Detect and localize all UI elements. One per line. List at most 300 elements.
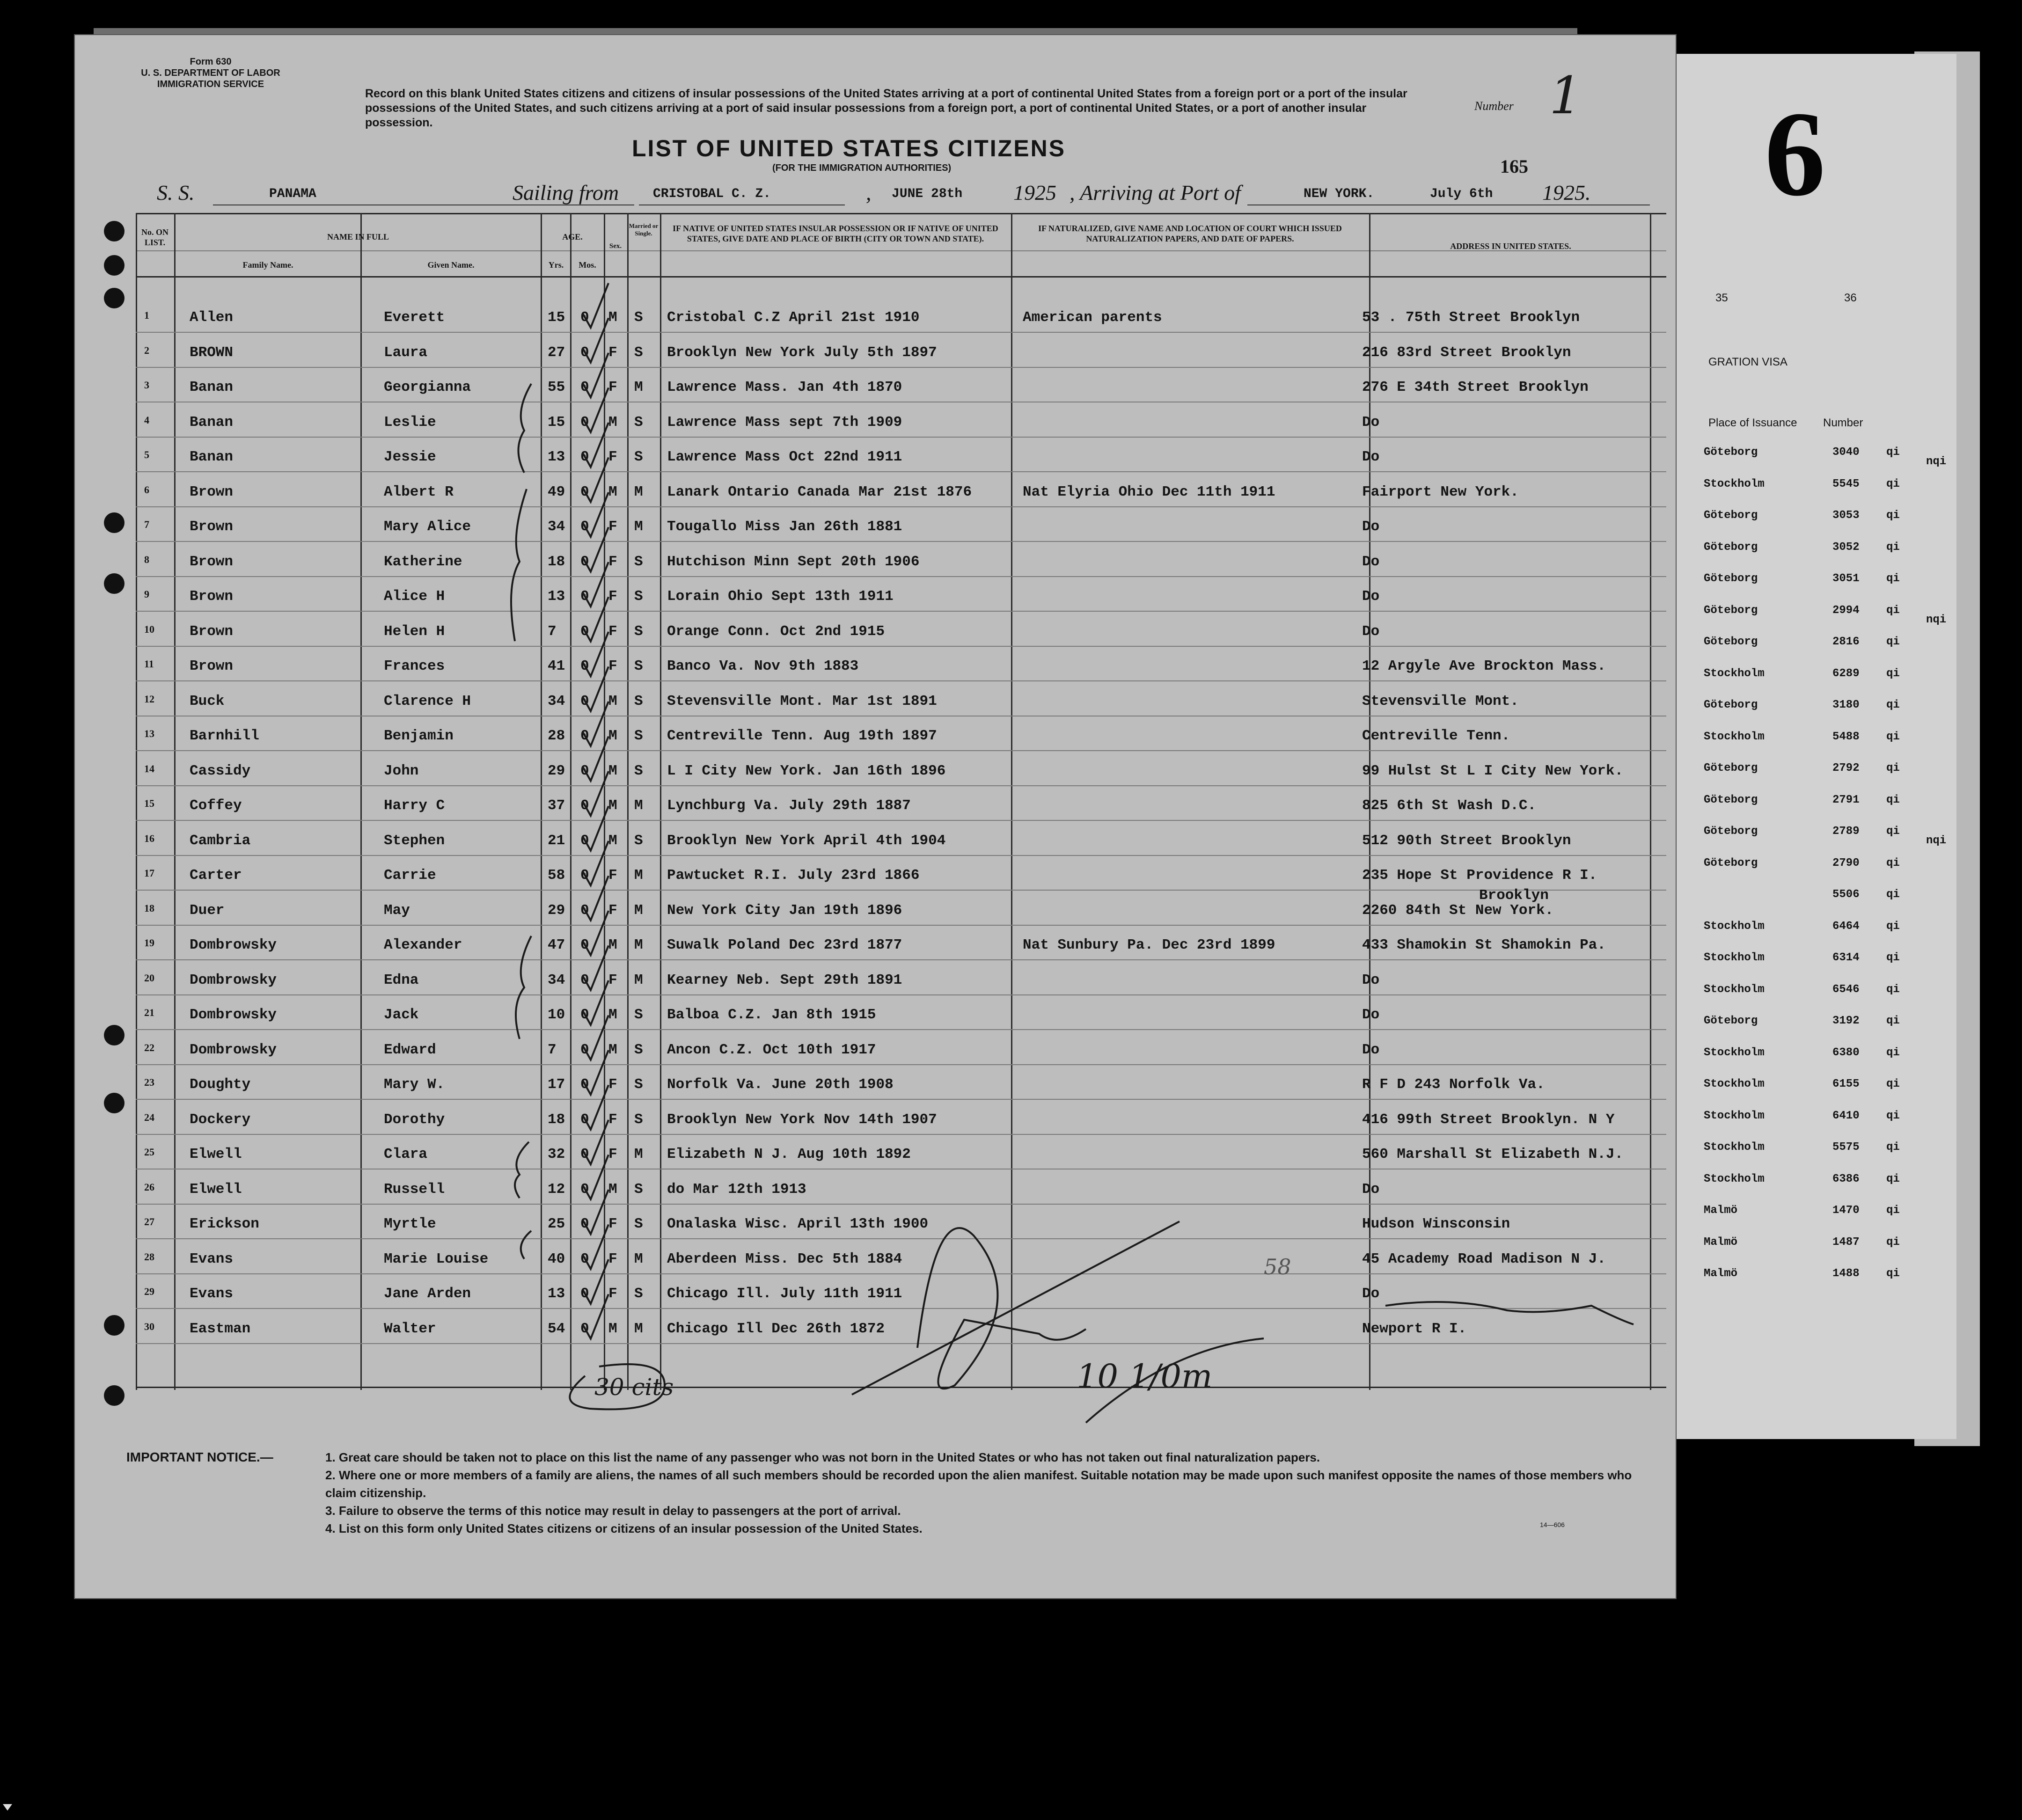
address: Do xyxy=(1362,1286,1380,1302)
col-35-label: 35 xyxy=(1715,292,1728,304)
family-name: Barnhill xyxy=(190,728,259,744)
age-months: 0 xyxy=(580,1320,589,1337)
given-name: Russell xyxy=(384,1181,445,1198)
age-years: 7 xyxy=(548,623,557,640)
visa-place: Göteborg xyxy=(1704,636,1758,648)
year-to: 1925. xyxy=(1542,181,1591,205)
family-name: Banan xyxy=(190,449,234,465)
age-months: 0 xyxy=(580,902,589,919)
birth-info: Suwalk Poland Dec 23rd 1877 xyxy=(667,937,902,953)
notice-items xyxy=(325,1448,1645,1537)
family-brackets xyxy=(511,384,531,1259)
count-annotation: 58 xyxy=(1264,1254,1291,1279)
age-months: 0 xyxy=(580,483,589,500)
visa-number: 3053 xyxy=(1832,509,1860,522)
visa-mark: qi xyxy=(1886,699,1900,711)
family-name: Brown xyxy=(190,519,234,535)
row-number: 1 xyxy=(144,309,149,321)
age-months: 0 xyxy=(580,1250,589,1267)
family-name: Brown xyxy=(190,483,234,500)
page-title: LIST OF UNITED STATES CITIZENS xyxy=(632,135,1066,161)
age-years: 15 xyxy=(548,309,565,326)
age-years: 41 xyxy=(548,658,565,674)
age-months: 0 xyxy=(580,1007,589,1023)
ship-name: PANAMA xyxy=(269,187,316,201)
marital-status: S xyxy=(634,1041,643,1058)
age-years: 17 xyxy=(548,1076,565,1093)
sex: M xyxy=(608,832,617,849)
family-name: Cambria xyxy=(190,832,251,849)
marital-status: M xyxy=(634,902,643,919)
age-months: 0 xyxy=(580,519,589,535)
birth-info: Tougallo Miss Jan 26th 1881 xyxy=(667,519,902,535)
age-months: 0 xyxy=(580,1216,589,1232)
age-months: 0 xyxy=(580,344,589,361)
age-years: 7 xyxy=(548,1041,557,1058)
given-name: Benjamin xyxy=(384,728,454,744)
sex: F xyxy=(608,449,617,465)
given-name: Georgianna xyxy=(384,379,471,395)
birth-info: Lawrence Mass. Jan 4th 1870 xyxy=(667,379,902,395)
check-mark xyxy=(583,318,608,363)
visa-mark: qi xyxy=(1886,1015,1900,1027)
row-number: 7 xyxy=(144,519,149,530)
age-years: 54 xyxy=(548,1320,565,1337)
age-months: 0 xyxy=(580,623,589,640)
age-years: 40 xyxy=(548,1250,565,1267)
given-name: Albert R xyxy=(384,483,454,500)
visa-mark: qi xyxy=(1886,1204,1900,1217)
date-from: JUNE 28th xyxy=(892,187,963,201)
age-months: 0 xyxy=(580,972,589,988)
address: Do xyxy=(1362,1181,1380,1198)
visa-number: 6155 xyxy=(1832,1078,1860,1090)
given-name: Everett xyxy=(384,309,445,326)
marital-status: M xyxy=(634,519,643,535)
row-number: 5 xyxy=(144,449,149,460)
age-months: 0 xyxy=(580,1041,589,1058)
address: Fairport New York. xyxy=(1362,483,1519,500)
visa-number: 2816 xyxy=(1832,636,1860,648)
visa-place: Göteborg xyxy=(1704,699,1758,711)
address: Do xyxy=(1362,414,1380,431)
sex: M xyxy=(608,797,617,814)
col-birth-header: IF NATIVE OF UNITED STATES INSULAR POSSESSION OR IF NATIVE OF UNITED STATES, GIVE DATE AND PLACE OF BIRTH (CITY OR TOWN AND STATE). xyxy=(673,224,998,243)
birth-info: Brooklyn New York Nov 14th 1907 xyxy=(667,1111,937,1128)
age-months: 0 xyxy=(580,728,589,744)
visa-mark: qi xyxy=(1886,1046,1900,1059)
check-mark xyxy=(583,1259,608,1304)
family-name: Evans xyxy=(190,1250,234,1267)
check-mark xyxy=(583,562,608,607)
birth-info: Chicago Ill Dec 26th 1872 xyxy=(667,1320,885,1337)
marital-status: S xyxy=(634,449,643,465)
visa-mark: qi xyxy=(1886,920,1900,933)
date-to: July 6th xyxy=(1430,187,1493,201)
check-mark xyxy=(583,597,608,642)
col-36-label: 36 xyxy=(1844,292,1857,304)
age-years: 28 xyxy=(548,728,565,744)
visa-mark: qi xyxy=(1886,730,1900,743)
row-number: 19 xyxy=(144,937,154,949)
visa-mark: qi xyxy=(1886,509,1900,522)
bracket xyxy=(511,489,527,641)
row-number: 23 xyxy=(144,1076,154,1088)
visa-mark: qi xyxy=(1886,983,1900,996)
visa-place: Göteborg xyxy=(1704,762,1758,775)
row-number: 16 xyxy=(144,832,154,844)
check-marks xyxy=(583,283,608,1339)
birth-info: Stevensville Mont. Mar 1st 1891 xyxy=(667,693,937,709)
marital-status: S xyxy=(634,553,643,570)
age-months: 0 xyxy=(580,693,589,709)
year-from: 1925 xyxy=(1013,181,1056,205)
family-name: Carter xyxy=(190,867,242,884)
sex: F xyxy=(608,658,617,674)
given-name: Dorothy xyxy=(384,1111,445,1128)
age-years: 13 xyxy=(548,449,565,465)
check-mark xyxy=(583,876,608,921)
given-name: Jack xyxy=(384,1007,419,1023)
family-name: Brown xyxy=(190,553,234,570)
age-months: 0 xyxy=(580,937,589,953)
given-name: Marie Louise xyxy=(384,1250,489,1267)
visa-number: 3180 xyxy=(1832,699,1860,711)
birth-info: Balboa C.Z. Jan 8th 1915 xyxy=(667,1007,876,1023)
marital-status: M xyxy=(634,1146,643,1162)
address: Do xyxy=(1362,553,1380,570)
visa-mark: qi xyxy=(1886,762,1900,775)
col-given-header: Given Name. xyxy=(427,260,475,270)
address: Newport R I. xyxy=(1362,1320,1467,1337)
visa-mark: qi xyxy=(1886,951,1900,964)
family-name: Dombrowsky xyxy=(190,1041,277,1058)
sex: F xyxy=(608,867,617,884)
sex: F xyxy=(608,972,617,988)
check-mark xyxy=(583,1050,608,1095)
marital-status: M xyxy=(634,972,643,988)
marital-status: S xyxy=(634,1286,643,1302)
marital-status: M xyxy=(634,379,643,395)
row-number: 29 xyxy=(144,1286,154,1297)
given-name: Walter xyxy=(384,1320,436,1337)
family-name: Dombrowsky xyxy=(190,972,277,988)
age-months: 0 xyxy=(580,1146,589,1162)
to-port: NEW YORK. xyxy=(1304,187,1375,201)
address: Do xyxy=(1362,972,1380,988)
visa-number: 3192 xyxy=(1832,1015,1860,1027)
visa-number: 1470 xyxy=(1832,1204,1860,1217)
birth-info: Lanark Ontario Canada Mar 21st 1876 xyxy=(667,483,972,500)
visa-number: 5575 xyxy=(1832,1141,1860,1154)
address: Do xyxy=(1362,1007,1380,1023)
check-mark xyxy=(583,1155,608,1199)
age-months: 0 xyxy=(580,867,589,884)
address: 433 Shamokin St Shamokin Pa. xyxy=(1362,937,1606,953)
visa-place: Stockholm xyxy=(1704,477,1765,490)
address: 825 6th St Wash D.C. xyxy=(1362,797,1537,814)
row-number: 12 xyxy=(144,693,154,705)
sex: M xyxy=(608,414,617,431)
row-number: 22 xyxy=(144,1041,154,1053)
visa-number-label: Number xyxy=(1823,417,1863,429)
stamp-number: 6 xyxy=(1765,87,1825,221)
sex: F xyxy=(608,588,617,605)
given-name: Mary W. xyxy=(384,1076,445,1093)
marital-status: M xyxy=(634,483,643,500)
check-mark xyxy=(583,841,608,885)
row-number: 20 xyxy=(144,972,154,984)
age-years: 55 xyxy=(548,379,565,395)
address: 560 Marshall St Elizabeth N.J. xyxy=(1362,1146,1624,1162)
age-years: 34 xyxy=(548,693,565,709)
row-number: 6 xyxy=(144,483,149,496)
visa-mark: qi xyxy=(1886,1109,1900,1122)
row-number: 3 xyxy=(144,379,149,391)
given-name: Jessie xyxy=(384,449,436,465)
sex: M xyxy=(608,1181,617,1198)
sailing-label: Sailing from xyxy=(513,181,619,205)
row-number: 30 xyxy=(144,1320,154,1332)
birth-info: Lawrence Mass sept 7th 1909 xyxy=(667,414,902,431)
given-name: Carrie xyxy=(384,867,436,884)
sex: F xyxy=(608,1146,617,1162)
visa-number: 6289 xyxy=(1832,667,1860,680)
sex: M xyxy=(608,728,617,744)
row-number: 15 xyxy=(144,797,154,809)
visa-place: Stockholm xyxy=(1704,1172,1765,1185)
visa-mark-alt: nqi xyxy=(1926,613,1947,626)
col-naturalized-header: IF NATURALIZED, GIVE NAME AND LOCATION OF COURT WHICH ISSUED NATURALIZATION PAPERS, AND DATE OF PAPERS. xyxy=(1038,224,1342,243)
family-name: Elwell xyxy=(190,1146,242,1162)
address: 276 E 34th Street Brooklyn xyxy=(1362,379,1589,395)
family-name: Eastman xyxy=(190,1320,251,1337)
birth-info: Banco Va. Nov 9th 1883 xyxy=(667,658,859,674)
marital-status: S xyxy=(634,344,643,361)
signature-stroke xyxy=(917,1228,1086,1389)
naturalization: Nat Sunbury Pa. Dec 23rd 1899 xyxy=(1023,937,1275,953)
birth-info: Lorain Ohio Sept 13th 1911 xyxy=(667,588,894,605)
family-name: Evans xyxy=(190,1286,234,1302)
visa-number: 3051 xyxy=(1832,572,1860,585)
check-mark xyxy=(583,806,608,851)
check-mark xyxy=(583,1120,608,1164)
sex: F xyxy=(608,902,617,919)
notice-item: 3. Failure to observe the terms of this notice may result in delay to passengers at the port of arrival. xyxy=(325,1504,901,1518)
visa-place: Göteborg xyxy=(1704,793,1758,806)
form-line: U. S. DEPARTMENT OF LABOR xyxy=(141,68,280,78)
visa-number: 1487 xyxy=(1832,1235,1860,1249)
age-years: 49 xyxy=(548,483,565,500)
birth-info: L I City New York. Jan 16th 1896 xyxy=(667,762,946,779)
age-years: 29 xyxy=(548,902,565,919)
given-name: Clara xyxy=(384,1146,428,1162)
naturalization: Nat Elyria Ohio Dec 11th 1911 xyxy=(1023,483,1275,500)
address-line-2: Brooklyn xyxy=(1479,887,1549,904)
marital-status: S xyxy=(634,623,643,640)
sex: M xyxy=(608,483,617,500)
visa-place: Stockholm xyxy=(1704,1141,1765,1154)
family-name: Brown xyxy=(190,623,234,640)
check-mark xyxy=(583,283,608,328)
family-name: Elwell xyxy=(190,1181,242,1198)
given-name: Katherine xyxy=(384,553,462,570)
age-years: 34 xyxy=(548,519,565,535)
row-number: 2 xyxy=(144,344,149,356)
visa-number: 6464 xyxy=(1832,920,1860,933)
address: Do xyxy=(1362,623,1380,640)
visa-number: 6380 xyxy=(1832,1046,1860,1059)
sex: F xyxy=(608,1076,617,1093)
birth-info: Norfolk Va. June 20th 1908 xyxy=(667,1076,894,1093)
visa-mark: qi xyxy=(1886,1267,1900,1280)
check-mark xyxy=(583,492,608,537)
notice-item: 2. Where one or more members of a family are aliens, the names of all such members should be recorded upon the alien manifest. Suitable notation may be made upon such manifest opposite the names of those members who claim citizenship. xyxy=(325,1468,1632,1500)
marital-status: S xyxy=(634,1216,643,1232)
address: 216 83rd Street Brooklyn xyxy=(1362,344,1571,361)
sex: M xyxy=(608,762,617,779)
visa-place: Stockholm xyxy=(1704,1078,1765,1090)
check-mark xyxy=(583,771,608,816)
row-number: 13 xyxy=(144,728,154,739)
page-number: 165 xyxy=(1500,156,1528,177)
marital-status: S xyxy=(634,658,643,674)
age-years: 12 xyxy=(548,1181,565,1198)
fraction-annotation: 10 1/0m xyxy=(1077,1357,1213,1396)
form-code: 14—606 xyxy=(1540,1521,1565,1528)
sex: F xyxy=(608,1250,617,1267)
check-mark xyxy=(583,632,608,676)
page-subtitle: (FOR THE IMMIGRATION AUTHORITIES) xyxy=(772,163,952,173)
birth-info: Centreville Tenn. Aug 19th 1897 xyxy=(667,728,937,744)
address: 235 Hope St Providence R I. xyxy=(1362,867,1597,884)
row-number: 28 xyxy=(144,1250,154,1263)
age-years: 32 xyxy=(548,1146,565,1162)
marital-status: S xyxy=(634,832,643,849)
row-number: 9 xyxy=(144,588,149,600)
col-name-header: NAME IN FULL xyxy=(327,232,389,241)
check-mark xyxy=(583,1294,608,1339)
age-months: 0 xyxy=(580,797,589,814)
check-mark xyxy=(583,527,608,572)
marital-status: M xyxy=(634,937,643,953)
family-name: Banan xyxy=(190,414,234,431)
family-name: Dombrowsky xyxy=(190,937,277,953)
visa-number: 2790 xyxy=(1832,856,1860,870)
visa-number: 6314 xyxy=(1832,951,1860,964)
visa-place: Göteborg xyxy=(1704,604,1758,617)
given-name: Myrtle xyxy=(384,1216,436,1232)
family-name: Duer xyxy=(190,902,225,919)
visa-place: Malmö xyxy=(1704,1204,1738,1217)
visa-number: 2792 xyxy=(1832,762,1860,775)
given-name: Jane Arden xyxy=(384,1286,471,1302)
age-years: 18 xyxy=(548,553,565,570)
given-name: Laura xyxy=(384,344,428,361)
family-name: Buck xyxy=(190,693,225,709)
address: Centreville Tenn. xyxy=(1362,728,1510,744)
notice-item: 4. List on this form only United States citizens or citizens of an insular possession of the United States. xyxy=(325,1521,923,1535)
sex: F xyxy=(608,519,617,535)
age-months: 0 xyxy=(580,1111,589,1128)
marital-status: S xyxy=(634,309,643,326)
age-years: 18 xyxy=(548,1111,565,1128)
marital-status: M xyxy=(634,797,643,814)
visa-number: 3040 xyxy=(1832,446,1860,459)
age-months: 0 xyxy=(580,1076,589,1093)
age-years: 58 xyxy=(548,867,565,884)
marital-status: S xyxy=(634,588,643,605)
visa-place: Malmö xyxy=(1704,1235,1738,1249)
address: 53 . 75th Street Brooklyn xyxy=(1362,309,1580,326)
address: 512 90th Street Brooklyn xyxy=(1362,832,1571,849)
family-name: Coffey xyxy=(190,797,242,814)
birth-info: Cristobal C.Z April 21st 1910 xyxy=(667,309,920,326)
age-months: 0 xyxy=(580,414,589,431)
birth-info: Chicago Ill. July 11th 1911 xyxy=(667,1286,902,1302)
col-yrs-header: Yrs. xyxy=(548,260,564,270)
birth-info: Onalaska Wisc. April 13th 1900 xyxy=(667,1216,929,1232)
place-of-issuance-label: Place of Issuance xyxy=(1708,417,1797,429)
visa-mark: qi xyxy=(1886,825,1900,838)
visa-place: Göteborg xyxy=(1704,446,1758,459)
bracket xyxy=(516,936,531,1039)
birth-info: New York City Jan 19th 1896 xyxy=(667,902,902,919)
ss-label: S. S. xyxy=(157,181,195,205)
marital-status: S xyxy=(634,414,643,431)
comma: , xyxy=(866,181,872,205)
visa-section-label: GRATION VISA xyxy=(1708,356,1788,368)
marital-status: S xyxy=(634,693,643,709)
age-months: 0 xyxy=(580,1181,589,1198)
given-name: John xyxy=(384,762,419,779)
from-port: CRISTOBAL C. Z. xyxy=(653,187,771,201)
birth-info: Pawtucket R.I. July 23rd 1866 xyxy=(667,867,920,884)
row-number: 4 xyxy=(144,414,149,426)
check-mark xyxy=(583,388,608,432)
visa-number: 5506 xyxy=(1832,888,1860,901)
visa-place: Göteborg xyxy=(1704,856,1758,870)
birth-info: Ancon C.Z. Oct 10th 1917 xyxy=(667,1041,876,1058)
citizen-tally: 30 cits xyxy=(594,1374,674,1401)
given-name: Alice H xyxy=(384,588,445,605)
given-name: Clarence H xyxy=(384,693,471,709)
sex: F xyxy=(608,1286,617,1302)
visa-mark: qi xyxy=(1886,446,1900,459)
arriving-label: , Arriving at Port of xyxy=(1070,181,1241,205)
visa-mark: qi xyxy=(1886,888,1900,901)
birth-info: Lawrence Mass Oct 22nd 1911 xyxy=(667,449,902,465)
age-months: 0 xyxy=(580,588,589,605)
given-name: Leslie xyxy=(384,414,436,431)
family-name: Allen xyxy=(190,309,234,326)
col-age-header: AGE. xyxy=(562,232,583,241)
visa-place: Göteborg xyxy=(1704,509,1758,522)
check-mark xyxy=(583,911,608,955)
marital-status: S xyxy=(634,728,643,744)
age-years: 25 xyxy=(548,1216,565,1232)
col-married-header: Married or Single. xyxy=(629,222,659,237)
age-months: 0 xyxy=(580,309,589,326)
visa-place: Stockholm xyxy=(1704,1109,1765,1122)
row-number: 26 xyxy=(144,1181,154,1193)
given-name: Helen H xyxy=(384,623,445,640)
visa-mark: qi xyxy=(1886,604,1900,617)
check-mark xyxy=(583,980,608,1025)
age-months: 0 xyxy=(580,553,589,570)
check-mark xyxy=(583,1085,608,1130)
visa-place: Malmö xyxy=(1704,1267,1738,1280)
